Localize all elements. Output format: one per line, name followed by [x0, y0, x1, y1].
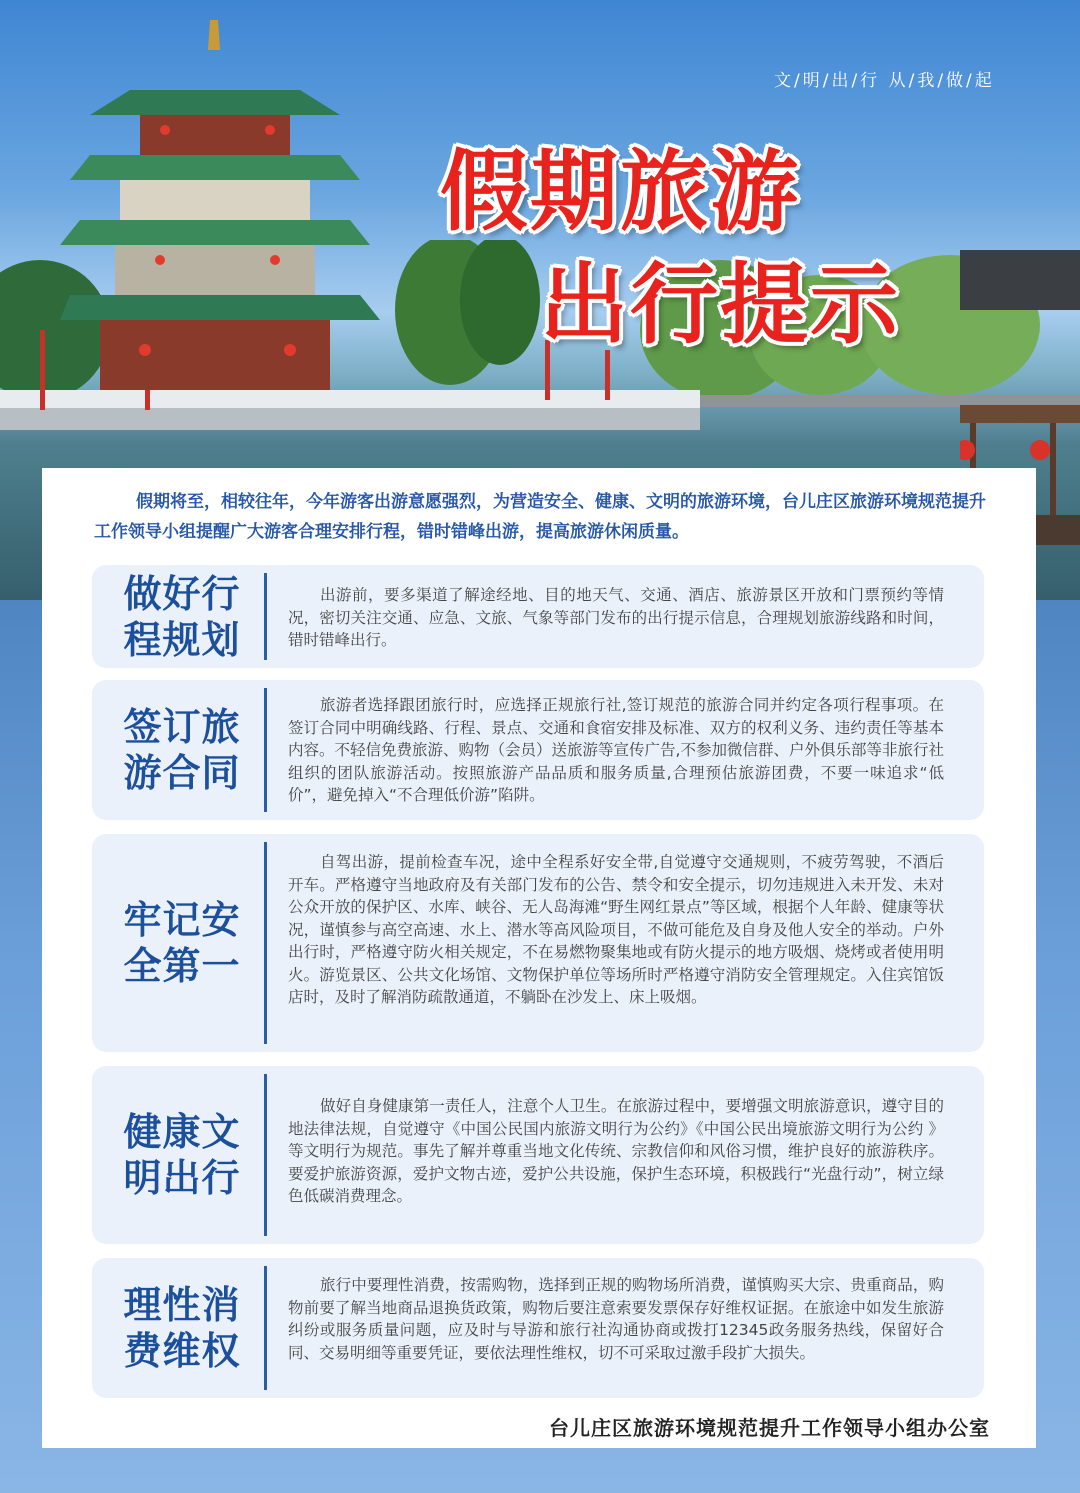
section-heading: 做好行程规划 [123, 571, 241, 662]
issuer-footer: 台儿庄区旅游环境规范提升工作领导小组办公室 [549, 1416, 990, 1440]
section-body: 出游前，要多渠道了解途经地、目的地天气、交通、酒店、旅游景区开放和门票预约等情况，密切关注交通、应急、文旅、气象等部门发布的出行提示信息，合理规划旅游线路和时间，错时错峰出行。 [288, 586, 944, 649]
pagoda-illustration [60, 20, 390, 400]
section-rational-consumption [92, 1258, 984, 1398]
section-body: 自驾出游，提前检查车况，途中全程系好安全带,自觉遵守交通规则，不疲劳驾驶，不酒后开车。严格遵守当地政府及有关部门发布的公告、禁令和安全提示，切勿违规进入未开发、未对公众开放的保护区、水库、峡谷、无人岛海滩“野生网红景点”等区域，根据个人年龄、健康等状况，谨慎参与高空高速、水上、潜水等高风险项目，不做可能危及自身及他人安全的举动。户外出行时，严格遵守防火相关规定，不在易燃物聚集地或有防火提示的地方吸烟、烧烤或者使用明火。游览景区、公共文化场馆、文物保护单位等场所时严格遵守消防安全管理规定。入住宾馆饭店时，及时了解消防疏散通道，不躺卧在沙发上、床上吸烟。 [288, 853, 944, 1006]
section-body: 旅游者选择跟团旅行时，应选择正规旅行社,签订规范的旅游合同并约定各项行程事项。在签订合同中明确线路、行程、景点、交通和食宿安排及标准、双方的权利义务、违约责任等基本内容。不轻信免费旅游、购物（会员）送旅游等宣传广告,不参加微信群、户外俱乐部等非旅行社组织的团队旅游活动。按照旅游产品品质和服务质量,合理预估旅游团费，不要一味追求“低价”，避免掉入“不合理低价游”陷阱。 [288, 696, 944, 804]
title-line-1: 假期旅游 [440, 140, 801, 243]
section-heading: 牢记安全第一 [123, 898, 241, 988]
section-body: 旅行中要理性消费，按需购物，选择到正规的购物场所消费，谨慎购买大宗、贵重商品，购物前要了解当地商品退换货政策，购物后要注意索要发票保存好维权证据。在旅途中如发生旅游纠纷或服务质量问题，应及时与导游和旅行社沟通协商或拨打12345政务服务热线，保留好合同、交易明细等重要凭证，要依法理性维权，切不可采取过激手段扩大损失。 [288, 1276, 944, 1362]
divider [264, 842, 267, 1044]
divider [264, 1266, 267, 1390]
divider [264, 573, 267, 660]
section-safety-first [92, 834, 984, 1052]
section-tour-contract [92, 680, 984, 820]
section-heading: 健康文明出行 [123, 1110, 241, 1200]
section-heading: 理性消费维权 [123, 1283, 241, 1373]
title-line-2: 出行提示 [540, 253, 901, 356]
divider [264, 1074, 267, 1236]
section-heading: 签订旅游合同 [123, 705, 241, 795]
divider [264, 688, 267, 812]
slogan-text: 文/明/出/行 从/我/做/起 [774, 71, 995, 91]
section-healthy-civilized [92, 1066, 984, 1244]
intro-paragraph: 假期将至，相较往年，今年游客出游意愿强烈，为营造安全、健康、文明的旅游环境，台儿庄区旅游环境规范提升工作领导小组提醒广大游客合理安排行程，错时错峰出游，提高旅游休闲质量。 [94, 492, 986, 542]
section-body: 做好自身健康第一责任人，注意个人卫生。在旅游过程中，要增强文明旅游意识，遵守目的地法律法规，自觉遵守《中国公民国内旅游文明行为公约》《中国公民出境旅游文明行为公约 》等文明行为规范。事先了解并尊重当地文化传统、宗教信仰和风俗习惯，维护良好的旅游秩序。要爱护旅游资源，爱护文物古迹，爱护公共设施，保护生态环境，积极践行“光盘行动”，树立绿色低碳消费理念。 [288, 1097, 944, 1205]
section-travel-plan [92, 565, 984, 668]
